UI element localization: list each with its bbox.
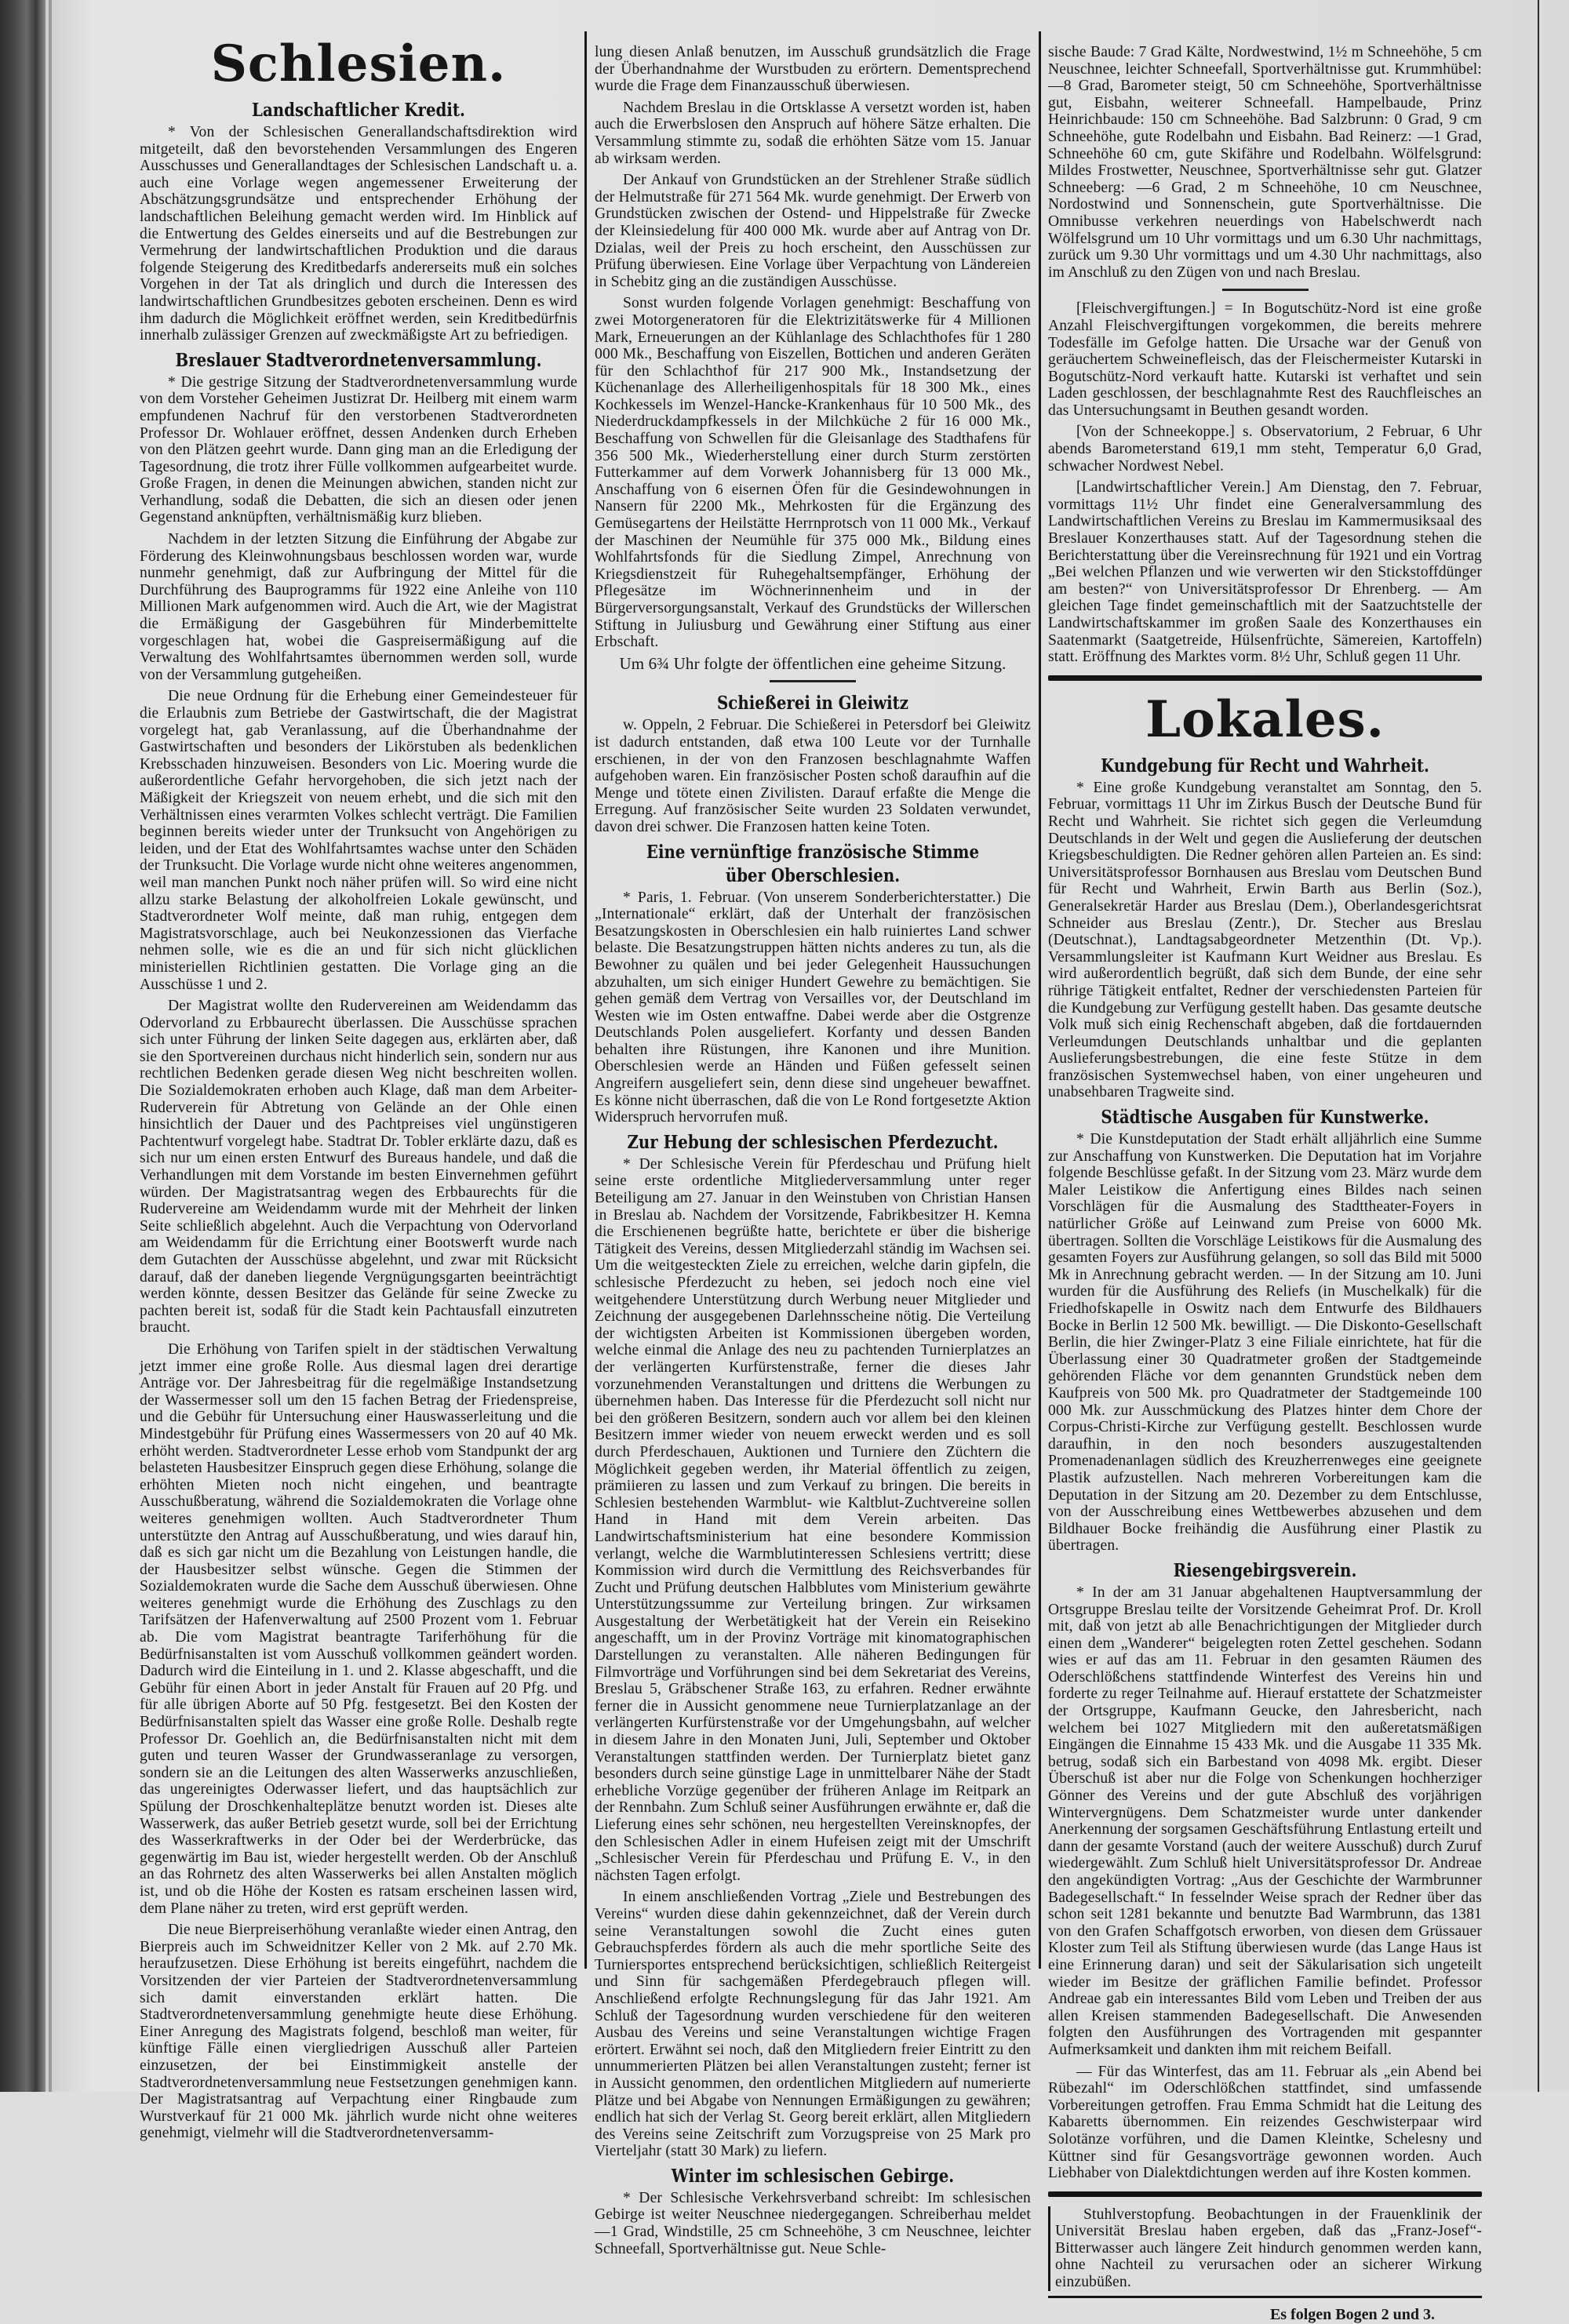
article-paragraph: Die neue Bierpreiserhöhung veranlaßte wieder einen Antrag, den Bierpreis auch im Schweidnitzer Keller von 2 Mk. auf 2.70 Mk. heraufzusetzen. Diese Erhöhung ist bereits eingeführt, nachdem die Vorsitzenden der vier Parteien der Stadtverordnetenversammlung sich damit einverstanden erklärt hatten. Die Stadtverordnetenversammlung genehmigte heute diese Erhöhung. Einer Anregung des Magistrats folgend, beschloß man weiter, für künftige Fälle einen viergliedrigen Ausschuß aller Parteien einzusetzen, der bei Einstimmigkeit anstelle der Stadtverordnetenversammlung neue Festsetzungen genehmigen kann. Der Magistratsantrag auf Verpachtung einer Ringbaude zum Wurstverkauf für 21 000 Mk. jährlich wurde nicht ohne weiteres genehmigt, vielmehr will die Stadtverordnetenversamm- xyxy=(140,1922,577,2142)
separator-rule xyxy=(1222,289,1309,291)
separator-thick-rule xyxy=(1048,2191,1482,2197)
article-heading: Kundgebung für Recht und Wahrheit. xyxy=(1101,755,1429,776)
article-paragraph: [Landwirtschaftlicher Verein.] Am Dienstag, den 7. Februar, vormittags 11½ Uhr findet eine Generalversammlung des Landwirtschaftlichen Vereins zu Breslau im Kammermusiksaal des Breslauer Konzerthauses statt. Auf der Tagesordnung stehen die Berichterstattung über die Vereinsrechnung für 1921 und ein Vortrag „Bei welchen Pflanzen und wie verwerten wir den Stickstoffdünger am besten?“ von Universitätsprofessor Dr Ehrenberg. — Am gleichen Tage findet gemeinschaftlich mit der Saatzuchtstelle der Landwirtschaftskammer im großen Saale des Konzerthauses ein Saatenmarkt (Saatgetreide, Hülsenfrüchte, Sämereien, Kartoffeln) statt. Eröffnung des Marktes vorm. 8½ Uhr, Schluß gegen 11 Uhr. xyxy=(1048,479,1482,666)
article-paragraph: w. Oppeln, 2 Februar. Die Schießerei in Petersdorf bei Gleiwitz ist dadurch entstanden, daß etwa 100 Leute vor der Turnhalle erschienen, in der von den Franzosen beschlagnahmte Waffen aufgehoben waren. Ein französischer Posten schoß daraufhin auf die Menge und tötete einen Zivilisten. Darauf erfaßte die Menge die Erregung. Auf französischer Seite wurden 23 Soldaten verwundet, davon drei schwer. Die Franzosen hatten keine Toten. xyxy=(595,717,1031,835)
column-rule xyxy=(1039,31,1041,1969)
advertisement-notice: Stuhlverstopfung. Beobachtungen in der Frauenklinik der Universität Breslau haben ergeben, daß das „Franz-Josef“-Bitterwasser auch längere Zeit hindurch genommen werden kann, ohne Nachteil zu verursachen oder an sicherer Wirkung einzubüßen. xyxy=(1048,2206,1482,2291)
page-binding xyxy=(0,0,46,2092)
article-paragraph: Die Erhöhung von Tarifen spielt in der städtischen Verwaltung jetzt immer eine große Rolle. Aus diesmal lagen drei derartige Anträge vor. Der Jahresbeitrag für die regelmäßige Instandsetzung der Wassermesser soll um den 15 fachen Betrag der Friedenspreise, und die Gebühr für Untersuchung einer Hauswasserleitung und die Mindestgebühr für Prüfung eines Wassermessers von 20 auf 40 Mk. erhöht werden. Stadtverordneter Lesse erhob vom Standpunkt der arg belasteten Hausbesitzer Einspruch gegen diese Erhöhung, solange die erhöhten Mieten noch nicht eingehen, und beantragte Ausschußberatung, während die Sozialdemokraten die Vorlage ohne weiteres genehmigen wollten. Auch Stadtverordneter Thum unterstützte den Antrag auf Ausschußberatung, und wies darauf hin, daß es sich gar nicht um die Bezahlung von Leistungen handle, die der Hausbesitzer selbst wünsche. Gegen die Stimmen der Sozialdemokraten wurde die Sache dem Ausschuß überwiesen. Ohne weiteres genehmigt wurde die Erhöhung des Zuschlags zu den Tarifsätzen der Hafenverwaltung auf 2500 Prozent vom 1. Februar ab. Die vom Magistrat beantragte Tariferhöhung für die Bedürfnisanstalten ist vom Ausschuß vollkommen geändert worden. Dadurch wird die Einteilung in 1. und 2. Klasse abgeschafft, und die Gebühr für einen Abort in jeder Anstalt für Frauen auf 20 Pfg. und für alle übrigen Aborte auf 50 Pfg. festgesetzt. Bei den Kosten der Bedürfnisanstalten spielt das Wasser eine große Rolle. Deshalb regte Professor Dr. Goehlich an, die Bedürfnisanstalten nicht mit dem guten und teuren Wasser der Grundwasseranlage zu versorgen, sondern sie an die Leitungen des alten Wasserwerks anzuschließen, das ungereinigtes Oderwasser liefert, und das hauptsächlich zur Spülung der Droschkenhalteplätze benutzt worden ist. Dieses alte Wasserwerk, das außer Betrieb gesetzt wurde, soll bei der Errichtung des Wasserkraftwerks in der Oder bei der Werderbrücke, das gegenwärtig im Bau ist, wieder hergestellt werden. Ob der Anschluß an das Rohrnetz des alten Wasserwerks bei allen Anstalten möglich ist, und ob die Höhe der Kosten es ratsam erscheinen lassen wird, dem Plane näher zu treten, wird erst geprüft werden. xyxy=(140,1340,577,1917)
article-paragraph: * Paris, 1. Februar. (Von unserem Sonderberichterstatter.) Die „Internationale“ erklärt, daß der Unterhalt der französischen Besatzungskosten in Oberschlesien ein halb ruiniertes Land schwer belaste. Die Besatzungstruppen hätten nichts anderes zu tun, als die Bewohner zu quälen und bei jeder Gelegenheit Haussuchungen abzuhalten, um sich einiger Hundert Gewehre zu bemächtigen. Sie gehen gemäß dem Vertrag von Versailles vor, der Deutschland im Westen wie im Osten entwaffne. Dabei werde aber die Ostgrenze Deutschlands Polen ausgeliefert. Korfanty und dessen Banden behalten ihre Rüstungen, ihre Kanonen und ihre Munition. Oberschlesien werde an Händen und Füßen gefesselt seinen Angreifern ausgeliefert sein, denn diese sind ungeheuer bewaffnet. Es könne nicht überraschen, daß die von Le Rond fortgesetzte Aktion Widerspruch hervorrufen muß. xyxy=(595,889,1031,1126)
separator-rule xyxy=(1048,2296,1482,2298)
binding-edge xyxy=(49,0,52,2092)
article-paragraph: sische Baude: 7 Grad Kälte, Nordwestwind, 1½ m Schneehöhe, 5 cm Neuschnee, leichter Schneefall, Sportverhältnisse gut. Krummhübel: —8 Grad, Barometer steigt, 50 cm Schneehöhe, Sportverhältnisse gut, Eisbahn, weiterer Schneefall. Hampelbaude, Prinz Heinrichbaude: 150 cm Schneehöhe. Bad Salzbrunn: 0 Grad, 9 cm Schneehöhe, gute Rodelbahn und Eisbahn. Bad Reinerz: —1 Grad, Schneehöhe 60 cm, gute Skifähre und Rodelbahn. Wölfelsgrund: Mildes Frostwetter, Neuschnee, Sportverhältnisse sehr gut. Glatzer Schneeberg: —6 Grad, 2 m Schneehöhe, 10 cm Neuschnee, Nordostwind und Sonnenschein, gute Sportverhältnisse. Die Omnibusse verkehren neuerdings von Habelschwerdt nach Wölfelsgrund um 10 Uhr vormittags und um 6.30 Uhr nachmittags, zurück um 9.30 Uhr vormittags und um 4.30 Uhr nachmittags, also im Anschluß zu den Zügen von und nach Breslau. xyxy=(1048,44,1482,281)
article-paragraph: * In der am 31 Januar abgehaltenen Hauptversammlung der Ortsgruppe Breslau teilte der Vorsitzende Geheimrat Prof. Dr. Kroll mit, daß von jetzt ab alle Benachrichtigungen der Mitglieder durch einen dem „Wanderer“ beigelegten roten Zettel geschehen. Sodann wies er auf das am 11. Februar in den gesamten Räumen des Oderschlößchens stattfindende Winterfest des Vereins hin und forderte zu reger Teilnahme auf. Hierauf erstattete der Schatzmeister der Ortsgruppe, Kaufmann Geucke, den Jahresbericht, nach welchem bei 1027 Mitgliedern mit den außeretatsmäßigen Eingängen die Einnahme 15 433 Mk. und die Ausgabe 11 335 Mk. betrug, sodaß sich ein Barbestand von 4098 Mk. ergibt. Dieser Überschuß ist aber nur die Folge von Schenkungen hochherziger Gönner des Vereins und der gute Abschluß des vorjährigen Wintervergnügens. Dem Schatzmeister wurde unter dankender Anerkennung der sorgsamen Geschäftsführung Entlastung erteilt und dann der gesamte Vorstand (auch der weitere Ausschuß) durch Zuruf wiedergewählt. Zum Schluß hielt Universitätsprofessor Dr. Andreae den angekündigten Vortrag: „Aus der Geschichte der Warmbrunner Badegesellschaft.“ In fesselnder Weise sprach der Redner über das schon seit 1281 bekannte und benutzte Bad Warmbrunn, das 1381 von den Grafen Schaffgotsch erworben, von diesen dem Grüssauer Kloster zum Teil als Stiftung überwiesen wurde (das Lange Haus ist eine Erinnerung daran) und seit der Säkularisation sich ungeteilt wieder im Besitze der gräflichen Familie befindet. Professor Andreae gab ein interessantes Bild vom Leben und Treiben der aus allen Kreisen stammenden Badegesellschaft. Die Anwesenden folgten den Ausführungen des Vortragenden mit gespannter Aufmerksamkeit und dankten ihm mit reichem Beifall. xyxy=(1048,1584,1482,2058)
article-paragraph: lung diesen Anlaß benutzen, im Ausschuß grundsätzlich die Frage der Überhandnahme der Wurstbuden zu erörtern. Dementsprechend wurde die Frage dem Finanzausschuß überwiesen. xyxy=(595,44,1031,95)
column-schlesien xyxy=(140,35,577,2147)
article-paragraph: * Die Kunstdeputation der Stadt erhält alljährlich eine Summe zur Anschaffung von Kunstwerken. Die Deputation hat im Vorjahre folgende Beschlüsse gefaßt. In der Sitzung vom 23. März wurde dem Maler Leistikow die Anfertigung eines Bildes nach seinen Vorschlägen für die Ausmalung des Stadttheater-Foyers in natürlicher Größe auf Leinwand zum Preise von 6000 Mk. übertragen. Sollten die Vorschläge Leistikows für die Ausmalung des gesamten Foyers zur Ausführung gelangen, so soll das Bild mit 5000 Mk in Anrechnung gebracht werden. — In der Sitzung am 10. Juni wurden für die Ausführung des Reliefs (in Muschelkalk) für die Friedhofskapelle in Oswitz nach dem Entwurfe des Bildhauers Bocke in Berlin 12 500 Mk. bewilligt. — Die Diskonto-Gesellschaft Berlin, die hier Zwinger-Platz 3 eine Filiale einrichtete, hat für die Überlassung einer 30 Quadratmeter großen der Stadtgemeinde gehörenden Fläche vor dem genannten Grundstück neben dem Kaufpreis von 500 Mk. pro Quadratmeter der Stadtgemeinde 100 000 Mk. zur Ausschmückung des Platzes hinter dem Chore der Corpus-Christi-Kirche zur Verfügung gestellt. Beschlossen wurde daraufhin, in den noch besonders auszugestaltenden Promenadenanlagen südlich des Kreuzherrenweges eine geeignete Plastik aufzustellen. Nach mehreren Vorbereitungen kam die Deputation in der Sitzung am 20. Dezember zu dem Entschlusse, von der Ausschreibung eines Wettbewerbes abzusehen und dem Bildhauer Bocke freihändig die Ausführung einer Plastik zu übertragen. xyxy=(1048,1131,1482,1555)
article-heading: Breslauer Stadtverordnetenversammlung. xyxy=(175,349,542,371)
article-paragraph: Der Ankauf von Grundstücken an der Strehlener Straße südlich der Helmutstraße für 271 564 Mk. wurde genehmigt. Der Erwerb von Grundstücken zwischen der Ostend- und Hippelstraße für Zwecke der Kleinsiedelung für 400 000 Mk. wurde aber auf Antrag von Dr. Dzialas, weil der Preis zu hoch erscheint, den Ausschüssen zur Prüfung überwiesen. Eine Vorlage über Verpachtung von Ländereien in Schebitz ging an die zuständigen Ausschüsse. xyxy=(595,172,1031,290)
article-heading: Zur Hebung der schlesischen Pferdezucht. xyxy=(627,1131,999,1153)
article-paragraph: — Für das Winterfest, das am 11. Februar als „ein Abend bei Rübezahl“ im Oderschlößchen stattfindet, sind umfassende Vorbereitungen getroffen. Frau Emma Schmidt hat die Leitung des Kabaretts übernommen. Ein reizendes Geschwisterpaar wird Solotänze vorführen, und die Damen Kleintke, Schelesny und Küttner sind für Gesangsvorträge gewonnen worden. Auch Liebhaber von Dialektdichtungen werden auf ihre Kosten kommen. xyxy=(1048,2063,1482,2182)
article-paragraph: Die neue Ordnung für die Erhebung einer Gemeindesteuer für die Erlaubnis zum Betriebe der Gastwirtschaft, die der Magistrat vorgelegt hat, gab Veranlassung, auf die Überhandnahme der Gastwirtschaften und besonders der Likörstuben als bedenklichen Krebsschaden hinzuweisen. Besonders von Lic. Moering wurde die außerordentliche Gefahr hervorgehoben, die sich jetzt nach der Mäßigkeit der Kriegszeit von neuem erhebt, und die sich mit den Verhältnissen eines verarmten Volkes schlecht verträgt. Die Familien beginnen bereits wieder unter der Trunksucht von Angehörigen zu leiden, und der Etat des Wohlfahrtsamtes wachse unter den Schäden der Trunksucht. Die Vorlage wurde nicht ohne weiteres angenommen, weil man manchen Punkt noch näher prüfen will. So wird eine nicht allzu starke Belastung der alkoholfreien Lokale gewünscht, und Stadtverordneter Wolf meinte, daß man ruhig, entgegen dem Magistratsvorschlage, auch bei Neukonzessionen das Vierfache nehmen solle, wie es die an und für sich nicht glücklichen ministeriellen Richtlinien gestatten. Die Vorlage ging an die Ausschüsse 1 und 2. xyxy=(140,688,577,993)
article-paragraph: * Die gestrige Sitzung der Stadtverordnetenversammlung wurde von dem Vorsteher Geheimen Justizrat Dr. Heilberg mit einem warm empfundenen Nachruf für den verstorbenen Stadtverordneten Professor Dr. Wohlauer eröffnet, dessen Andenken durch Erheben von den Plätzen geehrt wurde. Dann ging man an die Erledigung der Tagesordnung, die trotz ihrer Fülle vollkommen aufgearbeitet wurde. Große Fragen, in denen die Meinungen abwichen, standen nicht zur Verhandlung, sodaß die Debatten, die sich an diesen oder jenen Gegenstand anknüpften, verhältnismäßig kurz blieben. xyxy=(140,373,577,526)
article-paragraph: * Von der Schlesischen Generallandschaftsdirektion wird mitgeteilt, daß den bevorstehenden Versammlungen des Engeren Ausschusses und Generallandtages der Schlesischen Landschaft u. a. auch eine Vorlage wegen angemessener Erweiterung der Abschätzungsgrundsätze und entsprechender Erhöhung der landschaftlichen Beleihung gemacht werden wird. Im Hinblick auf die Entwertung des Geldes einerseits und auf die Bestrebungen zur Vermehrung der landwirtschaftlichen Produktion und die daraus folgende Steigerung des Kreditbedarfs andererseits muß ein solches Vorgehen in der Tat als dringlich und durch die Interessen des landwirtschaftlichen Grundbesitzes geboten erscheinen. Denn es wird ihm dadurch die Möglichkeit eröffnet werden, sein Kreditbedürfnis innerhalb zulässiger Grenzen auf zweckmäßigste Art zu befriedigen. xyxy=(140,124,577,344)
column-lokales xyxy=(1048,44,1482,2324)
column-rule xyxy=(584,31,587,1969)
section-masthead: Lokales. xyxy=(1145,689,1385,749)
article-paragraph: Der Magistrat wollte den Rudervereinen am Weidendamm das Odervorland zu Erbbaurecht überlassen. Die Ausschüsse sprachen sich unter Führung der linken Seite dagegen aus, erklärten aber, daß sie den Sportvereinen durchaus nicht hinderlich sein, sondern nur aus rechtlichen Bedenken gerade diesen Weg nicht beschreiten wollen. Die Sozialdemokraten erhoben auch Klage, daß man dem Arbeiter-Ruderverein für Abtretung von Gelände an der Ohle einen hinsichtlich der Dauer und des Pachtpreises viel ungünstigeren Pachtentwurf vorgelegt habe. Stadtrat Dr. Tobler erklärte dazu, daß es sich nur um einen ersten Entwurf des Bureaus handele, und daß die Verhandlungen mit dem Vorstande im besten Einvernehmen geführt würden. Der Magistratsantrag wegen des Erbbaurechts für die Rudervereine am Weidendamm wurde mit der Mehrheit der linken Seite schließlich abgelehnt. Auch die Verpachtung von Odervorland am Weidendamm für die Errichtung einer Bootswerft wurde nach dem Gutachten der Ausschüsse abgelehnt, und zwar mit Rücksicht darauf, daß der daneben liegende Vergnügungsgarten beeinträchtigt werden könnte, dessen Besitzer das Gelände für seine Zwecke zu pachten bereit ist, sodaß für die Stadt kein Pachtausfall einzutreten braucht. xyxy=(140,998,577,1337)
continuation-note: Es folgen Bogen 2 und 3. xyxy=(1269,2305,1435,2323)
article-paragraph: [Fleischvergiftungen.] = In Bogutschütz-Nord ist eine große Anzahl Fleischvergiftungen vorgekommen, die bereits mehrere Todesfälle im Gefolge hatten. Die Ursache war der Genuß von geräuchertem Schweinefleisch, das der Fleischermeister Kutarski in Bogutschütz-Nord verkauft hatte. Kutarski ist verhaftet und sein Laden geschlossen, der beschlagnahmte Rest des Rauchfleisches an das Untersuchungsamt in Beuthen gesandt worden. xyxy=(1048,300,1482,419)
section-masthead: Schlesien. xyxy=(210,35,507,93)
article-heading: Schießerei in Gleiwitz xyxy=(716,693,909,715)
article-heading: Riesengebirgsverein. xyxy=(1173,1559,1357,1581)
article-paragraph: In einem anschließenden Vortrag „Ziele und Bestrebungen des Vereins“ wurden diese dahin gekennzeichnet, daß der Verein durch seine Veranstaltungen sowohl die Zucht eines guten Gebrauchspferdes fördern als auch die mehr sportliche Seite des Turniersportes entsprechend berücksichtigen, schließlich Reitergeist und Sinn für sachgemäßen Pferdegebrauch pflegen will. Anschließend erfolgte Rechnungslegung für das Jahr 1921. Am Schluß der Tagesordnung wurden verschiedene für den weiteren Ausbau des Vereins und seine Veranstaltungen wichtige Fragen erörtert. Erwähnt sei noch, daß den Mitgliedern freier Eintritt zu den unnummerierten Plätzen bei allen Veranstaltungen zusteht; ferner ist in Aussicht genommen, den ordentlichen Mitgliedern auf numerierte Plätze und bei Abgabe von Nennungen Ermäßigungen zu gewähren; endlich hat sich der Verlag St. Georg bereit erklärt, allen Mitgliedern des Vereins seine Zeitschrift zum Vorzugspreise von 25 Mark pro Vierteljahr (statt 30 Mark) zu liefern. xyxy=(595,1889,1031,2160)
article-heading: Winter im schlesischen Gebirge. xyxy=(671,2165,955,2187)
column-middle xyxy=(595,44,1031,2262)
article-heading: Eine vernünftige französische Stimme über Oberschlesien. xyxy=(646,841,980,886)
article-paragraph: * Der Schlesische Verkehrsverband schreibt: Im schlesischen Gebirge ist weiter Neuschnee niedergegangen. Schreiberhau meldet —1 Grad, Windstille, 25 cm Schneehöhe, 3 cm Neuschnee, leichter Schneefall, Sportverhältnisse gut. Neue Schle- xyxy=(595,2189,1031,2257)
article-paragraph: * Eine große Kundgebung veranstaltet am Sonntag, den 5. Februar, vormittags 11 Uhr im Zirkus Busch der Deutsche Bund für Recht und Wahrheit. Sie richtet sich gegen die Verleumdung Deutschlands in der Welt und gegen die Auslieferung der deutschen Kriegsbeschuldigten. Die Redner gehören allen Parteien an. Es sind: Universitätsprofessor Bornhausen aus Breslau vom Deutschen Bund für Recht und Wahrheit, Erwin Barth aus Berlin (Soz.), Generalsekretär Harder aus Breslau (Dem.), Oberlandesgerichtsrat Schneider aus Breslau (Zentr.), Dr. Stecher aus Breslau (Deutschnat.), Landtagsabgeordneter Metzenthin (Dt. Vp.). Versammlungsleiter ist Kaufmann Kurt Weidner aus Breslau. Es wird außerordentlich begrüßt, daß sich dem Bunde, der eine sehr rührige Tätigkeit entfaltet, Redner der verschiedensten Parteien für die Kundgebung zur Verfügung gestellt haben. Das gesamte deutsche Volk muß sich einig Rechenschaft abgeben, daß die fortdauernden Verleumdungen Deutschlands unhaltbar und die geplanten Auslieferungsbestrebungen, die eine feste Stütze in dem französischen Systemwechsel haben, von einer ungeheuren und unabsehbaren Tragweite sind. xyxy=(1048,779,1482,1101)
article-paragraph: Um 6¾ Uhr folgte der öffentlichen eine geheime Sitzung. xyxy=(619,653,1007,673)
article-paragraph: * Der Schlesische Verein für Pferdeschau und Prüfung hielt seine erste ordentliche Mitgliederversammlung unter reger Beteiligung am 27. Januar in den Weinstuben von Christian Hansen in Breslau ab. Nachdem der Vorsitzende, Fabrikbesitzer H. Kemna die Erschienenen begrüßte hatte, berichtete er über die bisherige Tätigkeit des Vereins, dessen Mitgliederzahl ständig im Wachsen sei. Um die weitgesteckten Ziele zu erreichen, welche darin gipfeln, die schlesische Pferdezucht zu heben, sei jedoch noch eine viel weitgehendere Unterstützung durch Werbung neuer Mitglieder und Zeichnung der ausgegebenen Darlehnsscheine nötig. Die Verteilung der wichtigsten Arbeiten ist Kommissionen übergeben worden, welche einmal die Anlage des neu zu pachtenden Turnierplatzes an der verlängerten Kurfürstenstraße, ferner die dieses Jahr vorzunehmenden Veranstaltungen und drittens die Werbungen zu übernehmen haben. Das Interesse für die Pferdezucht soll nicht nur bei den größeren Besitzern, sondern auch vor allem bei den kleinen Besitzern immer wieder von neuem erweckt werden und es soll durch Pferdeschauen, Auktionen und Turniere den Züchtern die Möglichkeit gegeben werden, ihr Material öffentlich zu zeigen, prämiieren zu lassen und zum Verkauf zu bringen. Die bereits in Schlesien bestehenden Warmblut- wie Kaltblut-Zuchtvereine sollen Hand in Hand mit dem Verein arbeiten. Das Landwirtschaftsministerium hat eine besondere Kommission verlangt, welche die Warmblutinteressen Schlesiens vertritt; diese Kommission wird durch die Vermittlung des Reichsverbandes für Zucht und Prüfung deutschen Halbblutes vom Ministerium gewährte Unterstützungssumme zur Verteilung bringen. Zur wirksamen Ausgestaltung der Werbetätigkeit hat der Verein ein Reisekino angeschafft, um in der Provinz Vorträge mit kinomatographischen Darstellungen zu veranstalten. Alle näheren Bedingungen für Filmvorträge und Vorführungen sind bei dem Sekretariat des Vereins, Breslau 5, Gräbschener Straße 163, zu erfahren. Redner erwähnte ferner die in Aussicht genommene neue Turnierplatzanlage an der verlängerten Kurfürstenstraße vor der Umgehungsbahn, auf welcher in diesem Jahre in den Monaten Juni, Juli, September und Oktober Veranstaltungen stattfinden werden. Der Turnierplatz bietet ganz besonders durch seine günstige Lage in unmittelbarer Nähe der Stadt erhebliche Vorzüge gegenüber der früheren Anlage im Reitpark an der Rennbahn. Zum Schluß seiner Ausführungen erwähnte er, daß die Lieferung eines sehr schönen, neu hergestellten Vereinsknopfes, der den Schlesischen Adler in einem Hufeisen zeigt mit der Umschrift „Schlesischer Verein für Pferdeschau und Prüfung E. V., in den nächsten Tagen erfolgt. xyxy=(595,1155,1031,1884)
separator-rule xyxy=(770,680,856,682)
article-paragraph: Sonst wurden folgende Vorlagen genehmigt: Beschaffung von zwei Motorgeneratoren für die Elektrizitätswerke für 4 Millionen Mark, Erneuerungen an der Kühlanlage des Schlachthofes für 1 280 000 Mk., Beschaffung von Eiszellen, Bottichen und anderen Geräten für den Schlachthof für 217 900 Mk., Instandsetzung der Küchenanlage des Allerheiligenhospitals für 18 300 Mk., eines Kochkessels im Wenzel-Hancke-Krankenhaus für 10 500 Mk., des Niederdruckdampfkessels in der Milchküche 2 für 16 000 Mk., Beschaffung von Schwellen für die Gleisanlage des Stadthafens für 356 500 Mk., Wiederherstellung einer durch Sturm zerstörten Futterkammer auf dem Vorwerk Johannisberg für 13 000 Mk., Anschaffung von 6 eisernen Öfen für die Gesindewohnungen in Nansern für 2200 Mk., Mehrkosten für die Ergänzung des Gemüsegartens der Heilstätte Herrnprotsch von 11 000 Mk., Verkauf der Maschinen der Neumühle für 375 000 Mk., Bildung eines Wohlfahrtsfonds für die Siedlung Zimpel, Anrechnung von Kriegsdienstzeit für Ruhegehaltsempfänger, Erhöhung der Pflegesätze im Wöchnerinnenheim und in der Bürgerversorgungsanstalt, Verkauf des Grundstücks der Willerschen Stiftung in Juliusburg und Gewährung einer Stiftung aus einer Erbschaft. xyxy=(595,295,1031,651)
article-heading: Städtische Ausgaben für Kunstwerke. xyxy=(1101,1107,1429,1129)
page-edge xyxy=(1538,0,1539,2092)
article-heading: Landschaftlicher Kredit. xyxy=(252,100,465,121)
article-paragraph: Nachdem in der letzten Sitzung die Einführung der Abgabe zur Förderung des Kleinwohnungsbaus beschlossen worden war, wurde nunmehr genehmigt, daß zur Aufbringung der Mittel für die Durchführung des Bauprogramms für 1922 eine Anleihe von 110 Millionen Mark aufgenommen wird. Auch die Art, wie der Magistrat die Ermäßigung der Gasgebühren für Minderbemittelte vorgeschlagen hat, wobei die Gaspreisermäßigung auf die Verwaltung des Wohlfahrtsamtes übernommen werden soll, wurde von der Versammlung gutgeheißen. xyxy=(140,531,577,683)
article-paragraph: [Von der Schneekoppe.] s. Observatorium, 2 Februar, 6 Uhr abends Barometerstand 619,1 mm steht, Temperatur 6,0 Grad, schwacher Nordwest Nebel. xyxy=(1048,424,1482,475)
separator-thick-rule xyxy=(1048,675,1482,681)
article-paragraph: Nachdem Breslau in die Ortsklasse A versetzt worden ist, haben auch die Erwerbslosen den Anspruch auf höhere Sätze erhalten. Die Versammlung stimmte zu, sodaß die erhöhten Sätze vom 15. Januar ab wirksam werden. xyxy=(595,99,1031,167)
